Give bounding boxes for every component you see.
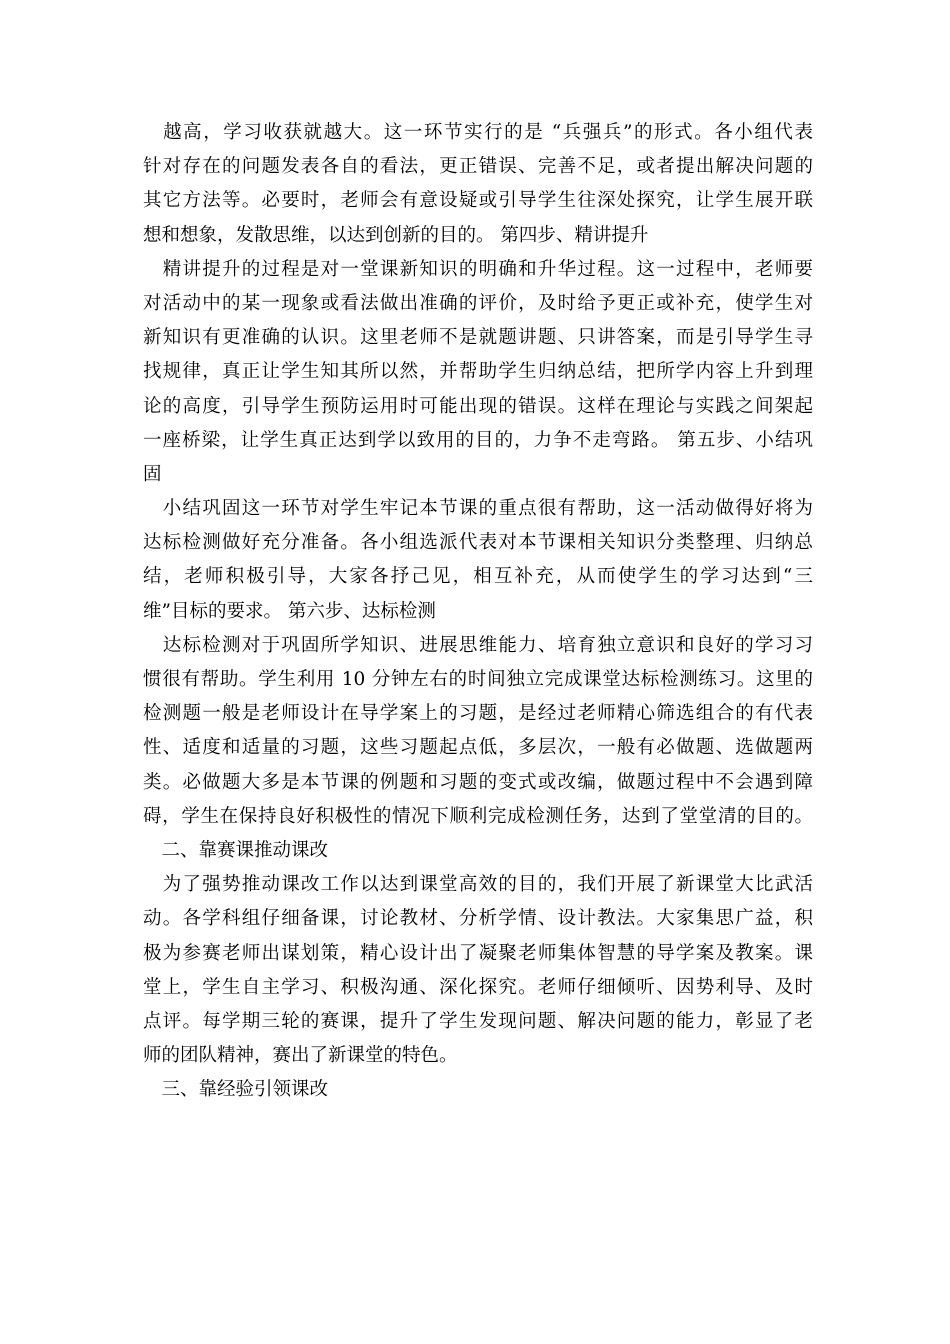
text-line: 达标检测对于巩固所学知识、进展思维能力、培育独立意识和良好的学习习 [143, 634, 813, 656]
text-line: 精讲提升的过程是对一堂课新知识的明确和升华过程。这一过程中，老师要 [143, 258, 813, 280]
text-line: 达标检测做好充分准备。各小组选派代表对本节课相关知识分类整理、归纳总 [143, 532, 813, 554]
document-body [143, 116, 813, 1107]
text-line: 想和想象，发散思维，以达到创新的目的。 第四步、精讲提升 [143, 224, 649, 246]
text-line: 动。各学科组仔细备课，讨论教材、分析学情、设计教法。大家集思广益，积 [143, 908, 813, 930]
text-line: 结，老师积极引导，大家各抒己见，相互补充，从而使学生的学习达到“三 [143, 566, 813, 588]
text-line: 一座桥梁，让学生真正达到学以致用的目的，力争不走弯路。 第五步、小结巩 [143, 429, 813, 451]
text-line: 越高，学习收获就越大。这一环节实行的是 “兵强兵”的形式。各小组代表 [143, 122, 813, 143]
text-line: 针对存在的问题发表各自的看法，更正错误、完善不足，或者提出解决问题的 [143, 156, 813, 178]
text-line: 惯很有帮助。学生利用 10 分钟左右的时间独立完成课堂达标检测练习。这里的 [143, 669, 813, 690]
text-line: 检测题一般是老师设计在导学案上的习题，是经过老师精心筛选组合的有代表 [143, 703, 813, 725]
text-line: 类。必做题大多是本节课的例题和习题的变式或改编，做题过程中不会遇到障 [143, 771, 813, 793]
text-line: 三、靠经验引领课改 [143, 1079, 329, 1101]
text-line: 小结巩固这一环节对学生牢记本节课的重点很有帮助，这一活动做得好将为 [143, 498, 813, 520]
text-line: 性、适度和适量的习题，这些习题起点低，多层次，一般有必做题、选做题两 [143, 737, 813, 759]
text-line: 师的团队精神，赛出了新课堂的特色。 [143, 1045, 458, 1067]
text-line: 二、靠赛课推动课改 [143, 839, 329, 861]
text-line: 新知识有更准确的认识。这里老师不是就题讲题、只讲答案，而是引导学生寻 [143, 327, 813, 349]
text-line: 堂上，学生自主学习、积极沟通、深化探究。老师仔细倾听、因势利导、及时 [143, 976, 813, 998]
text-line: 点评。每学期三轮的赛课，提升了学生发现问题、解决问题的能力，彰显了老 [143, 1010, 813, 1032]
text-line: 论的高度，引导学生预防运用时可能出现的错误。这样在理论与实践之间架起 [143, 395, 813, 417]
text-line: 碍，学生在保持良好积极性的情况下顺利完成检测任务，达到了堂堂清的目的。 [143, 805, 813, 827]
text-line: 为了强势推动课改工作以达到课堂高效的目的，我们开展了新课堂大比武活 [143, 874, 813, 896]
text-line: 对活动中的某一现象或看法做出准确的评价，及时给予更正或补充，使学生对 [143, 292, 813, 314]
text-line: 找规律，真正让学生知其所以然，并帮助学生归纳总结，把所学内容上升到理 [143, 361, 813, 383]
text-line: 维”目标的要求。 第六步、达标检测 [143, 600, 436, 622]
text-line: 极为参赛老师出谋划策，精心设计出了凝聚老师集体智慧的导学案及教案。课 [143, 942, 813, 964]
text-line: 固 [143, 463, 162, 485]
text-line: 其它方法等。必要时，老师会有意设疑或引导学生往深处探究，让学生展开联 [143, 190, 813, 212]
